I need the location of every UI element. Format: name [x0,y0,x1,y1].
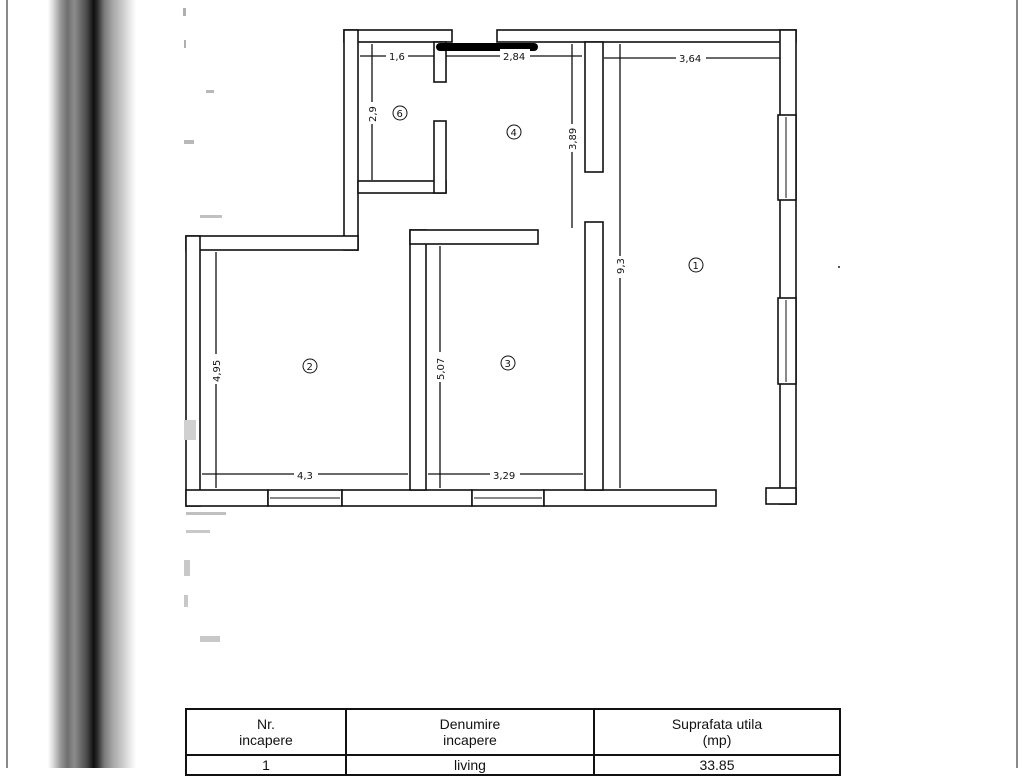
wall-room6-right-lower [434,121,446,193]
header-room-name: Denumire incapere [346,709,594,755]
walls [186,30,796,506]
cell-room-number: 1 [186,755,346,775]
dim-label-2-9: 2,9 [368,106,379,122]
dim-label-4-3: 4,3 [297,471,313,482]
cell-room-name: living [346,755,594,775]
header-room-number: Nr. incapere [186,709,346,755]
table-row [186,755,840,775]
wall-room4-room1 [585,42,603,172]
wall-corner-bottom-right [766,488,796,504]
scan-noise [183,8,840,642]
wall-room3-room1 [585,222,603,490]
wall-room2-room3 [410,230,426,490]
room-number-3: 3 [504,359,511,370]
wall-room6-bottom [358,181,446,193]
room-number-2: 2 [306,362,313,373]
wall-bottom-3 [544,490,716,506]
room-number-1: 1 [692,261,699,272]
dimension-labels [209,49,706,482]
wall-outer-right [780,30,796,504]
room-number-4: 4 [510,128,517,139]
cell-room-area: 33.85 [594,755,840,775]
dim-label-3-64: 3,64 [679,54,702,65]
window-room1-upper [778,115,796,200]
wall-bottom-2 [342,490,472,506]
wall-room3-top [410,230,538,244]
table-header-row [186,709,840,755]
wall-outer-left [186,236,200,506]
wall-bottom-1 [186,490,268,506]
dim-label-2-84: 2,84 [503,52,526,63]
dim-label-9-3: 9,3 [616,258,627,274]
dim-label-3-29: 3,29 [493,471,516,482]
dim-label-4-95: 4,95 [212,359,223,382]
wall-top-left [344,30,452,42]
wall-room6-left [344,30,358,250]
wall-room2-top [186,236,358,250]
room-area-table [185,708,841,776]
wall-top-right [497,30,796,42]
window-room1-lower [778,298,796,384]
room-number-6: 6 [396,109,403,120]
dim-label-5-07: 5,07 [436,357,447,380]
dim-label-1-6: 1,6 [389,52,405,63]
dim-label-3-89: 3,89 [568,127,579,150]
header-usable-area: Suprafata utila (mp) [594,709,840,755]
